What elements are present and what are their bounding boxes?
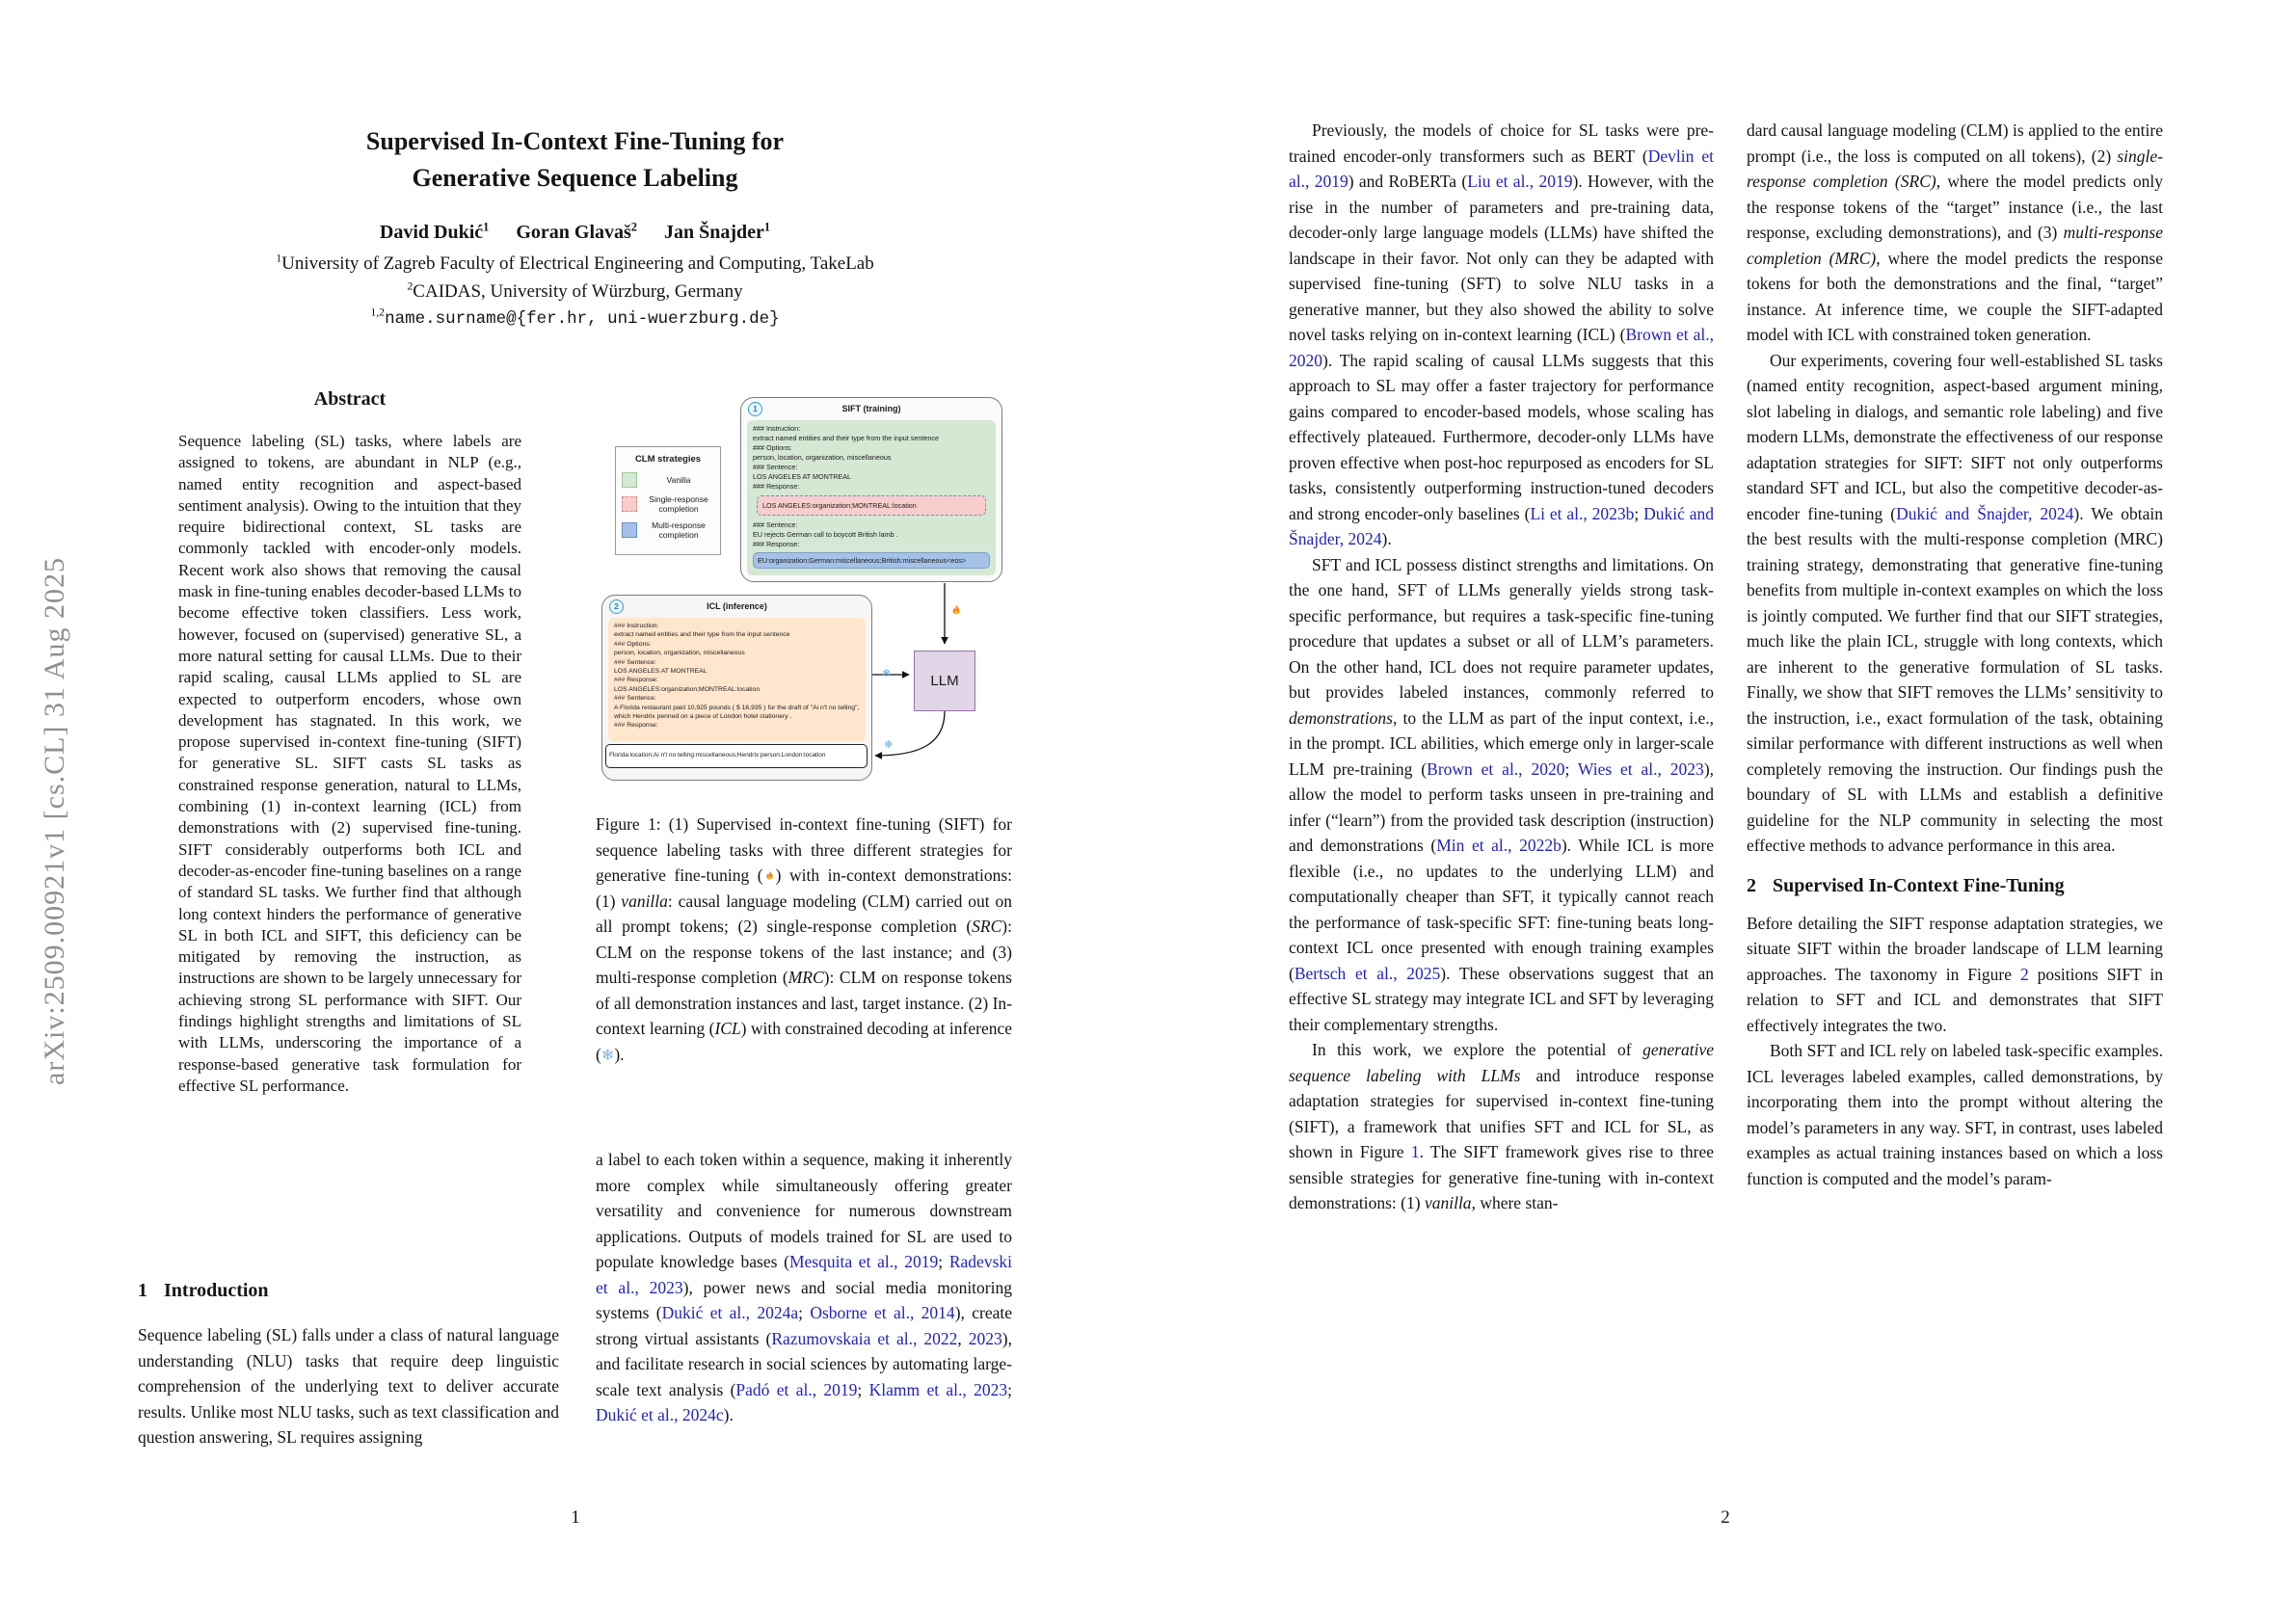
multi-response-swatch-icon — [622, 522, 637, 538]
icl-prompt-text: ### Instruction: extract named entities and their type from the input sentence ### Options: person, location, organization, miscellaneous ### Sentence: LOS ANGELES AT MONTREAL ### Response: LOS ANGELES:organization;MONTREAL:location ### Sentence: A Florida restaurant paid 10,925 pounds ( $ 16,935 ) for the draft of "Ai n't no telling", which Hendrix penned on a piece of London hotel stationery . ### Response: — [614, 623, 860, 730]
affiliation-2: $^2$CAIDAS, University of Würzburg, Germany — [407, 279, 743, 302]
page-2-number: 2 — [1721, 1507, 1730, 1528]
snowflake-icon: ❄ — [882, 667, 892, 679]
sift-prompt-panel — [747, 420, 996, 575]
legend-title: CLM strategies — [634, 454, 702, 465]
citation-link[interactable]: Brown et al., 2020 — [1289, 325, 1714, 370]
legend-item-src — [622, 494, 714, 514]
citation-link[interactable]: Klamm et al., 2023 — [868, 1379, 1008, 1399]
legend-item-label: Multi-response completion — [652, 520, 706, 540]
sift-prompt-text-2: ### Sentence: EU rejects German call to boycott British lamb . ### Response: — [753, 520, 898, 548]
paragraph: SFT and ICL possess distinct strengths and limitations. On the one hand, SFT of LLMs generally yields strong task-specific performance, but requires a task-specific fine-tuning procedure that updates a subset or all of LLM’s parameters. On the other hand, ICL does not require parameter updates, but provides labeled instances, commonly referred to demonstrations, to the LLM as part of the input context, i.e., in the prompt. ICL abilities, which emerge only in larger-scale LLM pre-training (Brown et al., 2020; Wies et al., 2023), allow the model to perform tasks unseen in pre-training and infer (“learn”) from the provided task description (instruction) and demonstrations (Min et al., 2022b). While ICL is more flexible (i.e., no updates to the underlying LLM) and computationally cheaper than SFT, it typically cannot reach the performance of task-specific SFT: fine-tuning beats long-context ICL once presented with enough training examples (Bertsch et al., 2025). These observations suggest that an effective SL strategy may integrate ICL and SFT by leveraging their complementary strengths. — [1289, 554, 1715, 1034]
clm-legend — [615, 446, 721, 555]
citation-link[interactable]: Bertsch et al., 2025 — [1294, 963, 1441, 983]
flame-icon — [949, 603, 963, 621]
citation-link[interactable]: Dukić et al., 2024c — [596, 1405, 724, 1424]
citation-link[interactable]: Min et al., 2022b — [1436, 836, 1562, 855]
section-1-heading — [138, 1280, 559, 1302]
legend-item-vanilla — [622, 472, 714, 488]
paragraph: dard causal language modeling (CLM) is applied to the entire prompt (i.e., the loss is computed on all tokens), (2) single-response completion (SRC), where the model predicts only the response tokens of the “target” instance (i.e., the last response, excluding demonstrations), and (3) multi-response completion (MRC), where the model predicts the response tokens for both the demonstrations and the final, “target” instance. At inference time, we couple the SIFT-adapted model with ICL with constrained token generation. — [1747, 120, 2164, 344]
paper-title — [138, 123, 1012, 197]
legend-item-label: Vanilla — [666, 475, 691, 485]
section-2-title: Supervised In-Context Fine-Tuning — [1773, 874, 2065, 896]
legend-item-label: Single-response completion — [649, 494, 708, 514]
src-response-box: LOS ANGELES:organization;MONTREAL:location — [757, 495, 986, 516]
icl-box-header — [602, 596, 871, 617]
arxiv-stamp: arXiv:2509.00921v1 [cs.CL] 31 Aug 2025 — [39, 557, 70, 1085]
citation-link[interactable]: Mesquita et al., 2019 — [788, 1252, 939, 1271]
page1-col2-paragraph: a label to each token within a sequence, making it inherently more complex while simultaneously offering greater versatility and convenience for numerous downstream applications. Outputs of models trained for SL are used to populate knowledge bases (Mesquita et al., 2019; Radevski et al., 2023), power news and social media monitoring systems (Dukić et al., 2024a; Osborne et al., 2014), create strong virtual assistants (Razumovskaia et al., 2022, 2023), and facilitate research in social sciences by automating large-scale text analysis (Padó et al., 2019; Klamm et al., 2023; Dukić et al., 2024c). — [596, 1150, 1012, 1424]
paragraph: Before detailing the SIFT response adaptation strategies, we situate SIFT within the broader landscape of LLM learning approaches. The taxonomy in Figure 2 positions SIFT in relation to SFT and ICL and demonstrates that SIFT effectively integrates the two. — [1747, 913, 2163, 1035]
paragraph: Our experiments, covering four well-established SL tasks (named entity recognition, aspect-based argument mining, slot labeling in dialogs, and semantic role labeling) and five modern LLMs, demonstrate the effectiveness of our response adaptation strategies for SIFT: SIFT not only outperforms standard SFT and ICL, but also the competitive decoder-as-encoder fine-tuning (Dukić and Šnajder, 2024). We obtain the best results with the multi-response completion (MRC) training strategy, demonstrating that generative fine-tuning benefits from multiple in-context examples on which the loss is jointly computed. We further find that our SIFT strategies, much like the plain ICL, struggle with long contexts, which are inherent to the generative formulation of SL tasks. Finally, we show that SIFT removes the LLMs’ sensitivity to the instruction, i.e., exact formulation of the task, obtaining similar performance with different instructions as well when completely removing the instruction. Our findings push the boundary of SL with LLMs and establish a definitive guideline for the NLP community in selecting the most effective methods to advance performance in this area. — [1747, 350, 2164, 855]
paragraph: In this work, we explore the potential of generative sequence labeling with LLMs and introduce response adaptation strategies for supervised in-context fine-tuning (SIFT), a framework that unifies SFT and ICL for SL, as shown in Figure 1. The SIFT framework gives rise to three sensible strategies for generative fine-tuning with in-context demonstrations: (1) vanilla, where stan- — [1289, 1040, 1715, 1212]
vanilla-swatch-icon — [622, 472, 637, 488]
citation-link[interactable]: Li et al., 2023b — [1530, 503, 1635, 523]
step-2-badge: 2 — [609, 599, 624, 614]
snowflake-icon: ❄ — [884, 738, 894, 751]
sift-training-box — [740, 397, 1002, 582]
sift-box-header — [741, 398, 1001, 419]
citation-link[interactable]: Dukić et al., 2024a — [661, 1303, 799, 1322]
section-2-number: 2 — [1747, 874, 1756, 896]
citation-link[interactable]: Razumovskaia et al., 2022 — [771, 1328, 958, 1348]
citation-link[interactable]: 1 — [1410, 1142, 1420, 1161]
figure-1-caption: Figure 1: (1) Supervised in-context fine-tuning (SIFT) for sequence labeling tasks with three different strategies for generative fine-tuning ( ) with in-context demonstrations: (1) vanilla: causal language modeling (CLM) carried out on all prompt tokens; (2) single-response completion (SRC): CLM on the response tokens of the last instance; and (3) multi-response completion (MRC): CLM on response tokens of all demonstration instances and last, target instance. (2) In-context learning (ICL) with constrained decoding at inference (❄). — [596, 814, 1013, 1064]
intro-paragraph: Sequence labeling (SL) falls under a class of natural language understanding (NLU) tasks that require deep linguistic comprehension of the underlying text to deliver accurate results. Unlike most NLU tasks, such as text classification and question answering, SL requires assigning — [138, 1325, 559, 1447]
paragraph: Previously, the models of choice for SL tasks were pre-trained encoder-only transformers such as BERT (Devlin et al., 2019) and RoBERTa (Liu et al., 2019). However, with the rise in the number of parameters and pre-training data, decoder-only large language models (LLMs) have shifted the landscape in their favor. Not only can they be adapted with supervised fine-tuning (SFT) to solve NLU tasks in a generative manner, but they also showed the ability to solve novel tasks relying on in-context learning (ICL) (Brown et al., 2020). The rapid scaling of causal LLMs suggests that this approach to SL may offer a faster trajectory for performance gains compared to encoder-based models, whose scaling has effectively plateaued. Furthermore, decoder-only LLMs have proven effective when post-hoc repurposed as encoders for SL tasks, consistently outperforming instruction-tuned decoders and strong encoder-only baselines (Li et al., 2023b; Dukić and Šnajder, 2024). — [1289, 120, 1714, 548]
citation-link[interactable]: Padó et al., 2019 — [735, 1379, 858, 1399]
citation-link[interactable]: Osborne et al., 2014 — [810, 1303, 955, 1322]
section-1-number: 1 — [138, 1280, 147, 1301]
citation-link[interactable]: Brown et al., 2020 — [1427, 758, 1565, 779]
single-response-swatch-icon — [622, 496, 637, 512]
authors: David Dukić$^1$ Goran Glavaš$^2$ Jan Šnajder$^1$ — [379, 220, 771, 243]
abstract-text: Sequence labeling (SL) tasks, where labels are assigned to tokens, are abundant in NLP (e.g., named entity recognition and aspect-based sentiment analysis). Owing to the intuition that they require bidirectional context, SL tasks are commonly tackled with encoder-only models. Recent work also shows that removing the causal mask in fine-tuning enables decoder-based LLMs to become effective token classifiers. Less work, however, focused on (supervised) generative SL, a more natural setting for causal LLMs. Due to their rapid scaling, causal LLMs applied to SL are expected to outperform encoders, whose own development has stagnated. In this work, we propose supervised in-context fine-tuning (SIFT) for generative SL. SIFT casts SL tasks as constrained response generation, natural to LLMs, combining (1) in-context learning (ICL) from demonstrations with (2) supervised fine-tuning. SIFT considerably outperforms both ICL and decoder-as-encoder fine-tuning baselines on a range of standard SL tasks. We further find that although long context hinders the performance of generative SL in both ICL and SIFT, this deficiency can be mitigated by removing the instruction, as instructions are shown to be largely unnecessary for achieving strong SL performance with SIFT. Our findings highlight strengths and limitations of SL with LLMs, underscoring the importance of a response-based generative task formulation for effective SL performance. — [178, 432, 521, 1095]
mrc-response-box: EU:organization;German:miscellaneous;British:miscellaneous<eos> — [753, 552, 990, 569]
figure-1 — [596, 386, 1012, 790]
citation-link[interactable]: Wies et al., 2023 — [1577, 758, 1704, 779]
section-1-title: Introduction — [164, 1280, 269, 1301]
citation-link[interactable]: Dukić and Šnajder, 2024 — [1896, 503, 2074, 523]
citation-link[interactable]: Dukić and Šnajder, 2024 — [1289, 503, 1714, 548]
llm-box: LLM — [914, 651, 975, 711]
sift-box-title: SIFT (training) — [841, 404, 901, 413]
affiliation-1: $^1$University of Zagreb Faculty of Electrical Engineering and Computing, TakeLab — [276, 252, 874, 274]
email: $^{1,2}$name.surname@{fer.hr, uni-wuerzburg.de} — [370, 306, 780, 329]
page2-col2 — [1747, 118, 2163, 1191]
legend-item-mrc — [622, 520, 714, 540]
page-1-number: 1 — [571, 1507, 580, 1528]
icl-prompt-panel — [608, 618, 866, 741]
flame-icon — [763, 865, 776, 885]
snowflake-icon: ❄ — [601, 1047, 615, 1064]
model-output-box: Florida:location;Ai n't no telling:miscellaneous;Hendrix:person;London:location — [605, 744, 868, 768]
citation-link[interactable]: Radevski et al., 2023 — [596, 1252, 1012, 1297]
page2-col1 — [1289, 118, 1714, 1216]
icl-box-title: ICL (inference) — [707, 601, 767, 611]
paper-title-line1: Supervised In-Context Fine-Tuning for — [365, 127, 785, 155]
abstract-heading: Abstract — [313, 388, 387, 410]
citation-link[interactable]: Devlin et al., 2019 — [1289, 146, 1714, 191]
paper-title-line2: Generative Sequence Labeling — [412, 164, 738, 192]
step-1-badge: 1 — [748, 402, 762, 416]
section-2-heading — [1747, 873, 2163, 898]
citation-link[interactable]: 2023 — [968, 1328, 1002, 1348]
paragraph: Both SFT and ICL rely on labeled task-specific examples. ICL leverages labeled examples, called demonstrations, by incorporating them into the prompt without altering the model’s parameters in any way. SFT, in contrast, uses labeled examples as actual training instances based on which a loss function is computed and the model’s param- — [1747, 1041, 2163, 1188]
citation-link[interactable]: Liu et al., 2019 — [1467, 172, 1573, 191]
sift-prompt-text: ### Instruction: extract named entities and their type from the input sentence ### Options: person, location, organization, miscellaneous ### Sentence: LOS ANGELES AT MONTREAL ### Response: — [753, 424, 939, 491]
citation-link[interactable]: 2 — [2019, 964, 2029, 984]
